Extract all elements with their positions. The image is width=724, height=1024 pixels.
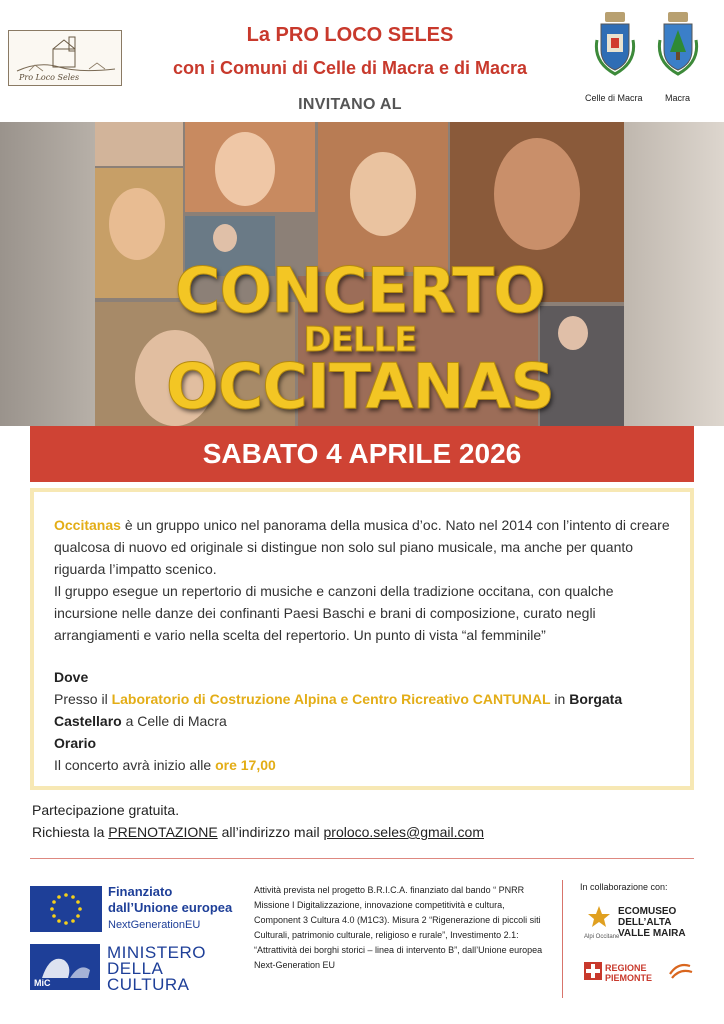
borgata-name: Borgata Castellaro: [54, 691, 623, 729]
organizer-title: La PRO LOCO SELES: [246, 24, 454, 46]
banner-bg-right: [624, 122, 724, 426]
crest-label-macra: Macra: [665, 93, 691, 103]
ministry-logo: [30, 944, 100, 990]
ecomuseo-logo-icon: [584, 904, 614, 932]
invite-text: INVITANO AL: [298, 96, 402, 113]
banner-tile: [318, 122, 448, 272]
ministry-line1: MINISTERO: [107, 943, 206, 962]
ecomuseo-line2: DELL’ALTA: [618, 917, 672, 928]
organizer-subtitle: con i Comuni di Celle di Macra e di Macra: [172, 58, 528, 78]
time-label: Orario: [54, 735, 97, 751]
pro-loco-logo: [8, 30, 122, 86]
where-text: Presso il Laboratorio di Costruzione Alpina e Centro Ricreativo CANTUNAL in Borgata Castellaro a Celle di Macra: [54, 691, 623, 729]
event-date: SABATO 4 APRILE 2026: [30, 426, 694, 482]
regione-line2: PIEMONTE: [605, 973, 653, 983]
header: [0, 0, 724, 122]
collaboration-label: In collaborazione con:: [580, 882, 668, 892]
crest-label-celle: Celle di Macra: [585, 93, 643, 103]
ecomuseo-line3: VALLE MAIRA: [618, 928, 686, 939]
coat-of-arms-icon: [593, 10, 637, 78]
funding-note: Attività prevista nel progetto B.R.I.C.A. finanziato dal bando “ PNRR Missione I Digitalizzazione, innovazione competitività e cultura, Component 3 Cultura 4.0 (M1C3). Misura 2 “Rigenerazione di piccoli siti Culturali, patrimonio culturale, religioso e rurale”, Investimento 2.1: “Attrattività dei borghi storici – linea di intervento B”, dall’Unione europea Next-Generation EU: [254, 885, 543, 970]
booking-text: Richiesta la PRENOTAZIONE all’indirizzo mail proloco.seles@gmail.com: [32, 824, 484, 840]
eu-funding-line1: Finanziato: [108, 884, 173, 899]
concert-title-line2: DELLE: [303, 320, 417, 360]
banner-tile: [95, 122, 183, 166]
where-label: Dove: [54, 669, 89, 685]
booking-link[interactable]: PRENOTAZIONE: [108, 824, 218, 840]
footer-vertical-divider: [562, 880, 563, 998]
description-paragraph1: [54, 514, 670, 580]
description-paragraph2: Il gruppo esegue un repertorio di musiche e canzoni della tradizione occitana, con qualche incursione nelle danze dei confinanti Paesi Baschi e brani di composizione, curato negli arrangiamenti e vario nella scelta del repertorio. Un punto di vista “al femminile”: [54, 583, 614, 643]
eu-flag-icon: [30, 886, 102, 932]
time-text: Il concerto avrà inizio alle ore 17,00: [54, 757, 276, 773]
description-intro: è un gruppo unico nel panorama della musica d’oc. Nato nel 2014 con l’intento di creare qualcosa di nuovo ed originale si distingue non solo sul piano musicale, ma anche per quanto riguarda l’impatto scenico.: [54, 517, 670, 577]
event-info-box: [30, 488, 694, 790]
ministry-line2: DELLA: [107, 959, 164, 978]
ecomuseo-line1: ECOMUSEO: [618, 906, 677, 917]
regione-piemonte-shield-icon: [584, 962, 602, 980]
mic-badge: MiC: [34, 978, 51, 988]
participation-text: Partecipazione gratuita.: [32, 802, 180, 818]
regione-line1: REGIONE: [605, 963, 647, 973]
concert-title-line1: CONCERTO: [175, 254, 545, 327]
concert-title-line3: OCCITANAS: [166, 350, 554, 423]
ministry-line3: CULTURA: [107, 975, 190, 994]
footer-divider: [30, 858, 694, 859]
ecomuseo-small-text: Alpi Occitane: [584, 934, 620, 940]
banner-bg-left: [0, 122, 95, 426]
eu-funding-line2: dall’Unione europea: [108, 900, 233, 915]
swirl-logo-icon: [666, 958, 696, 982]
logo-text: Pro Loco Seles: [19, 73, 80, 82]
booking-email-link[interactable]: proloco.seles@gmail.com: [323, 824, 484, 840]
venue-name: Laboratorio di Costruzione Alpina e Centro Ricreativo CANTUNAL: [111, 691, 551, 707]
group-name: Occitanas: [54, 517, 121, 533]
concert-banner: [0, 122, 724, 426]
eu-funding-line3: NextGenerationEU: [108, 919, 201, 931]
banner-tile: [185, 122, 315, 212]
coat-of-arms-icon: [656, 10, 700, 78]
time-value: ore 17,00: [215, 757, 276, 773]
